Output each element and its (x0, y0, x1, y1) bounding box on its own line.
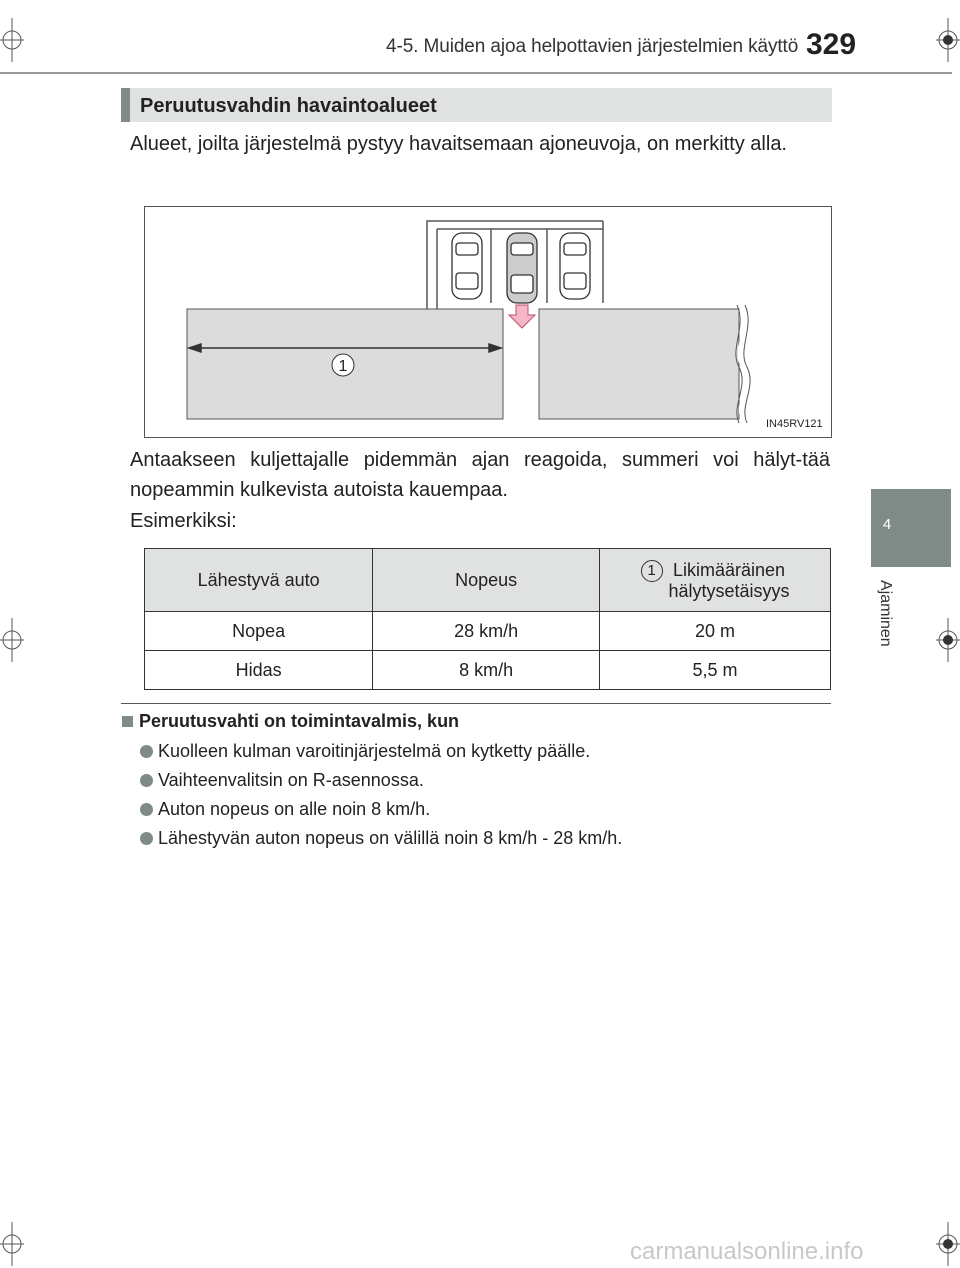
page-number: 329 (806, 28, 857, 61)
figure-code: IN45RV121 (766, 418, 823, 430)
bullet-dot-icon (140, 832, 153, 845)
table-cell: 28 km/h (373, 612, 600, 651)
table-header-cell (600, 549, 831, 612)
square-bullet-icon (122, 716, 133, 727)
table-cell: 20 m (600, 612, 831, 651)
watermark: carmanualsonline.info (630, 1238, 864, 1265)
intro-paragraph: Alueet, joilta järjestelmä pystyy havaitsemaan ajoneuvoja, on merkitty alla. (130, 133, 787, 155)
figure-marker-number: 1 (338, 358, 348, 375)
registration-mark-icon (0, 1222, 30, 1266)
registration-mark-icon (930, 618, 960, 662)
conditions-heading: Peruutusvahti on toimintavalmis, kun (122, 711, 459, 732)
detection-zone-right (539, 309, 739, 419)
list-item: Auton nopeus on alle noin 8 km/h. (140, 799, 430, 820)
table-header-line: Likimääräinen (672, 559, 786, 580)
table-cell: Nopea (145, 612, 373, 651)
section-title: Peruutusvahdin havaintoalueet (140, 95, 437, 117)
table-cell: 5,5 m (600, 651, 831, 690)
reverse-direction-arrow (509, 305, 535, 328)
example-label: Esimerkiksi: (130, 510, 237, 532)
warning-distance-table (144, 548, 831, 690)
bullet-dot-icon (140, 774, 153, 787)
bullet-dot-icon (140, 803, 153, 816)
warning-paragraph: Antaakseen kuljettajalle pidemmän ajan reagoida, summeri voi hälyt-tää nopeammin kulkevista autoista kauempaa. (130, 449, 830, 501)
table-header-cell: Nopeus (373, 549, 600, 612)
registration-mark-icon (0, 618, 30, 662)
header-rule (0, 72, 952, 74)
reversing-car (507, 233, 537, 303)
bullet-dot-icon (140, 745, 153, 758)
chapter-tab-label: Ajaminen (877, 580, 894, 647)
table-header-row (145, 549, 831, 612)
list-item: Vaihteenvalitsin on R-asennossa. (140, 770, 424, 791)
section-divider (121, 703, 831, 704)
registration-mark-icon (930, 1222, 960, 1266)
chapter-tab-number: 4 (882, 516, 892, 533)
table-row (145, 651, 831, 690)
detection-area-illustration (145, 207, 831, 437)
detection-area-figure (144, 206, 832, 438)
table-cell: Hidas (145, 651, 373, 690)
table-row (145, 612, 831, 651)
parked-car-right (560, 233, 590, 299)
list-item: Lähestyvän auton nopeus on välillä noin 8 km/h - 28 km/h. (140, 828, 622, 849)
registration-mark-icon (930, 18, 960, 62)
table-header-marker: 1 (641, 560, 663, 582)
parked-car-left (452, 233, 482, 299)
table-cell: 8 km/h (373, 651, 600, 690)
registration-mark-icon (0, 18, 30, 62)
table-header-cell: Lähestyvä auto (145, 549, 373, 612)
list-item: Kuolleen kulman varoitinjärjestelmä on kytketty päälle. (140, 741, 590, 762)
section-heading-accent (121, 88, 130, 122)
running-header-section: 4-5. Muiden ajoa helpottavien järjestelmien käyttö (386, 36, 799, 57)
table-header-line: hälytysetäisyys (668, 580, 790, 601)
